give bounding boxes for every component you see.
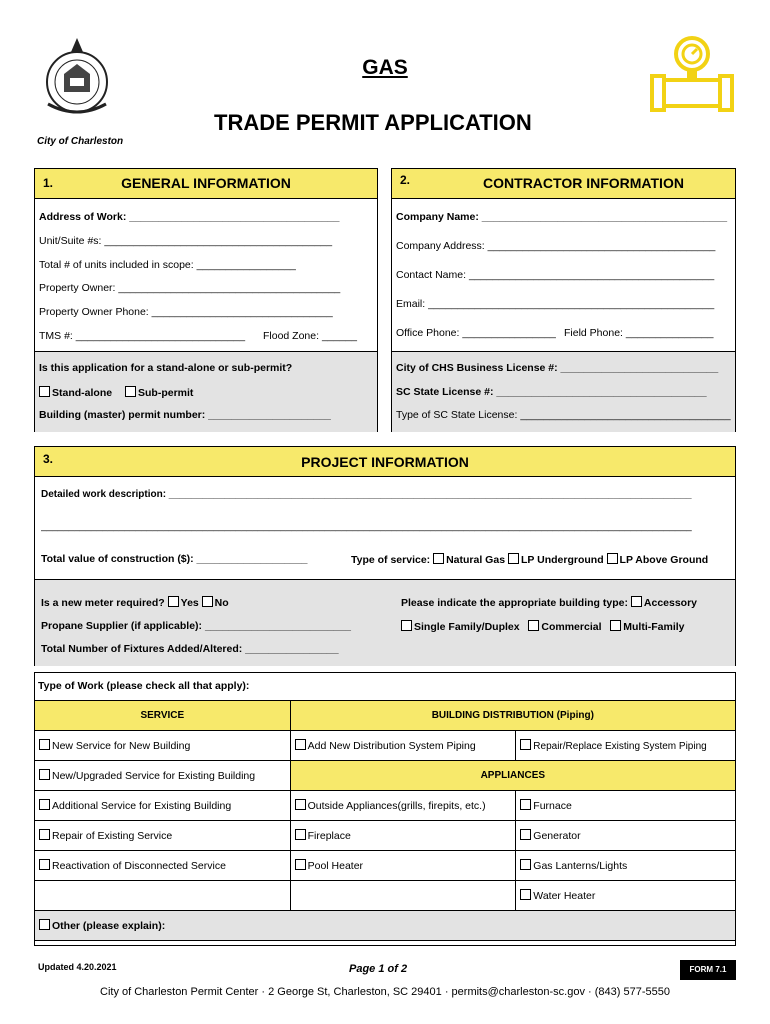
additional-service-option[interactable]: Additional Service for Existing Building: [35, 791, 291, 821]
form-type-title: GAS: [362, 56, 408, 79]
form-title: TRADE PERMIT APPLICATION: [214, 110, 532, 135]
gas-meter-icon: [650, 34, 734, 118]
updated-date: Updated 4.20.2021: [38, 962, 117, 972]
other-option[interactable]: Other (please explain):: [35, 911, 736, 941]
building-type-question: Please indicate the appropriate building type: Accessory: [401, 597, 698, 609]
outside-appliances-option[interactable]: Outside Appliances(grills, firepits, etc.): [290, 791, 516, 821]
project-information-section: [34, 446, 736, 666]
accessory-checkbox[interactable]: [631, 596, 642, 607]
fireplace-option[interactable]: Fireplace: [290, 821, 516, 851]
master-permit-field[interactable]: Building (master) permit number: _____________________: [39, 409, 331, 421]
meter-no-checkbox[interactable]: [202, 596, 213, 607]
work-description-field[interactable]: Detailed work description: ______________________________________________________________________________________________: [41, 489, 692, 500]
multi-family-checkbox[interactable]: [610, 620, 621, 631]
owner-field[interactable]: Property Owner: ______________________________________: [39, 282, 341, 294]
general-information-section: [34, 168, 378, 432]
lp-underground-checkbox[interactable]: [508, 553, 519, 564]
building-type-options: Single Family/Duplex Commercial Multi-Family: [401, 620, 685, 633]
type-of-work-label: Type of Work (please check all that apply):: [38, 680, 250, 692]
general-information-header: 1. GENERAL INFORMATION: [35, 169, 377, 199]
construction-value-field[interactable]: Total value of construction ($): ___________________: [41, 553, 308, 565]
standalone-checkbox[interactable]: [39, 386, 50, 397]
gas-lanterns-option[interactable]: Gas Lanterns/Lights: [516, 851, 736, 881]
single-family-checkbox[interactable]: [401, 620, 412, 631]
service-type-group: Type of service: Natural Gas LP Underground LP Above Ground: [351, 554, 709, 566]
meter-yes-checkbox[interactable]: [168, 596, 179, 607]
tms-field[interactable]: TMS #: _____________________________: [39, 330, 246, 342]
pool-heater-option[interactable]: Pool Heater: [290, 851, 516, 881]
city-name: City of Charleston: [37, 136, 124, 147]
repair-service-option[interactable]: Repair of Existing Service: [35, 821, 291, 851]
company-name-field[interactable]: Company Name: __________________________________________: [396, 211, 728, 223]
subpermit-checkbox[interactable]: [125, 386, 136, 397]
standalone-block: [35, 351, 377, 432]
license-block: [392, 351, 735, 432]
flood-zone-field[interactable]: Flood Zone: ______: [263, 330, 357, 342]
appliances-header: APPLIANCES: [290, 761, 735, 791]
distribution-header: BUILDING DISTRIBUTION (Piping): [290, 701, 735, 731]
standalone-question: Is this application for a stand-alone or sub-permit?: [39, 362, 293, 374]
business-license-field[interactable]: City of CHS Business License #: ___________________________: [396, 362, 719, 374]
page-number: Page 1 of 2: [349, 963, 408, 975]
commercial-checkbox[interactable]: [528, 620, 539, 631]
office-phone-field[interactable]: Office Phone: ________________: [396, 327, 556, 339]
water-heater-option[interactable]: Water Heater: [516, 881, 736, 911]
repair-distribution-option[interactable]: Repair/Replace Existing System Piping: [516, 731, 736, 761]
form-number-badge: FORM 7.1: [680, 960, 736, 980]
contractor-information-section: [391, 168, 736, 432]
footer-address: City of Charleston Permit Center · 2 George St, Charleston, SC 29401 · permits@charleston-sc.gov · (843) 577-5550: [100, 986, 670, 998]
work-description-line[interactable]: _____________________________________________________________________________________________________________________: [41, 521, 692, 532]
natural-gas-checkbox[interactable]: [433, 553, 444, 564]
generator-option[interactable]: Generator: [516, 821, 736, 851]
address-field[interactable]: Address of Work: ____________________________________: [39, 211, 340, 223]
unit-field[interactable]: Unit/Suite #s: _______________________________________: [39, 235, 333, 247]
meter-question: Is a new meter required? Yes No: [41, 597, 229, 609]
meter-building-block: [35, 579, 735, 666]
new-service-option[interactable]: New Service for New Building: [35, 731, 291, 761]
fixtures-field[interactable]: Total Number of Fixtures Added/Altered: ________________: [41, 643, 339, 655]
total-units-field[interactable]: Total # of units included in scope: _________________: [39, 259, 296, 271]
state-license-field[interactable]: SC State License #: ____________________________________: [396, 386, 707, 398]
propane-supplier-field[interactable]: Propane Supplier (if applicable): _________________________: [41, 620, 351, 632]
subpermit-option[interactable]: Sub-permit: [125, 386, 193, 399]
email-field[interactable]: Email: _________________________________________________: [396, 298, 715, 310]
contractor-information-header: 2. CONTRACTOR INFORMATION: [392, 169, 735, 199]
project-information-header: 3. PROJECT INFORMATION: [35, 447, 735, 477]
standalone-option[interactable]: Stand-alone: [39, 386, 112, 399]
contact-name-field[interactable]: Contact Name: __________________________________________: [396, 269, 715, 281]
service-header: SERVICE: [35, 701, 291, 731]
furnace-option[interactable]: Furnace: [516, 791, 736, 821]
type-of-work-table: [34, 700, 736, 941]
owner-phone-field[interactable]: Property Owner Phone: _______________________________: [39, 306, 333, 318]
lp-above-checkbox[interactable]: [607, 553, 618, 564]
upgraded-service-option[interactable]: New/Upgraded Service for Existing Building: [35, 761, 291, 791]
field-phone-field[interactable]: Field Phone: _______________: [564, 327, 714, 339]
add-distribution-option[interactable]: Add New Distribution System Piping: [290, 731, 516, 761]
reactivation-option[interactable]: Reactivation of Disconnected Service: [35, 851, 291, 881]
state-license-type-field[interactable]: Type of SC State License: ____________________________________: [396, 409, 731, 421]
company-address-field[interactable]: Company Address: _______________________________________: [396, 240, 716, 252]
